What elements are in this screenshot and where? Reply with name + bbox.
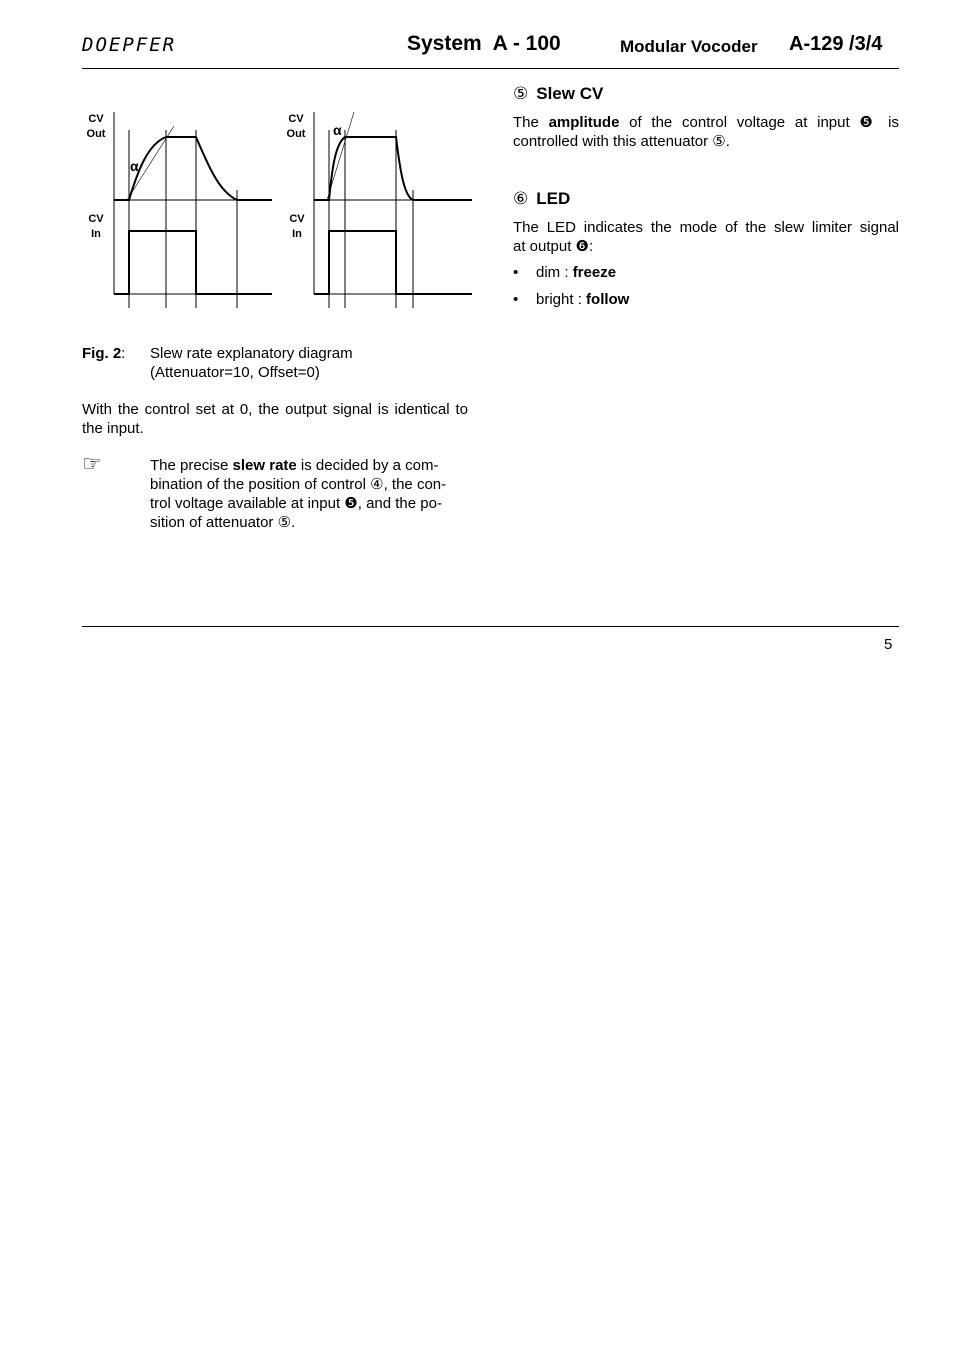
doepfer-logo: DOEPFER: [82, 34, 177, 56]
right-cv-in-label: CV In: [289, 213, 305, 240]
led-mode-list: [513, 263, 813, 309]
control-zero-paragraph: With the control set at 0, the output signal is identical to the input.: [82, 401, 468, 437]
footer-rule: [82, 626, 899, 627]
system-title: System A - 100: [407, 32, 561, 55]
left-cv-in-pulse: [114, 231, 272, 294]
right-cv-out-label: CV Out: [286, 113, 306, 140]
figure-label: Fig. 2:: [82, 345, 126, 362]
led-text: The LED indicates the mode of the slew limiter signal at output ❻:: [513, 219, 899, 255]
module-title: Modular Vocoder: [620, 37, 758, 56]
left-diagram: [114, 112, 272, 308]
right-alpha-label: α: [333, 122, 342, 138]
right-cv-in-pulse: [314, 231, 472, 294]
left-cv-in-label: CV In: [88, 213, 104, 240]
led-heading: ⑥ LED: [513, 189, 571, 208]
right-cv-out-curve: [314, 137, 472, 200]
header-rule: [82, 68, 899, 69]
slew-cv-text: The amplitude of the control voltage at input ❺ is controlled with this attenuator ⑤.: [513, 114, 899, 150]
page-number: 5: [884, 636, 893, 653]
left-cv-out-label: CV Out: [86, 113, 106, 140]
left-alpha-label: α: [130, 158, 139, 174]
led-mode-item-dim: • dim : freeze: [513, 264, 617, 281]
pointing-hand-icon: ☞: [82, 451, 102, 476]
slew-rate-note: The precise slew rate is decided by a com- bination of the position of control ④, the con- trol voltage available at input ❺, and the po- sition of attenuator ⑤.: [150, 457, 447, 531]
led-mode-item-bright: • bright : follow: [513, 291, 630, 308]
model-number: A-129 /3/4: [789, 33, 883, 55]
slew-cv-heading: ⑤ Slew CV: [513, 84, 604, 103]
right-diagram: [314, 112, 472, 308]
figure-caption: Slew rate explanatory diagram (Attenuator=10, Offset=0): [150, 345, 353, 381]
